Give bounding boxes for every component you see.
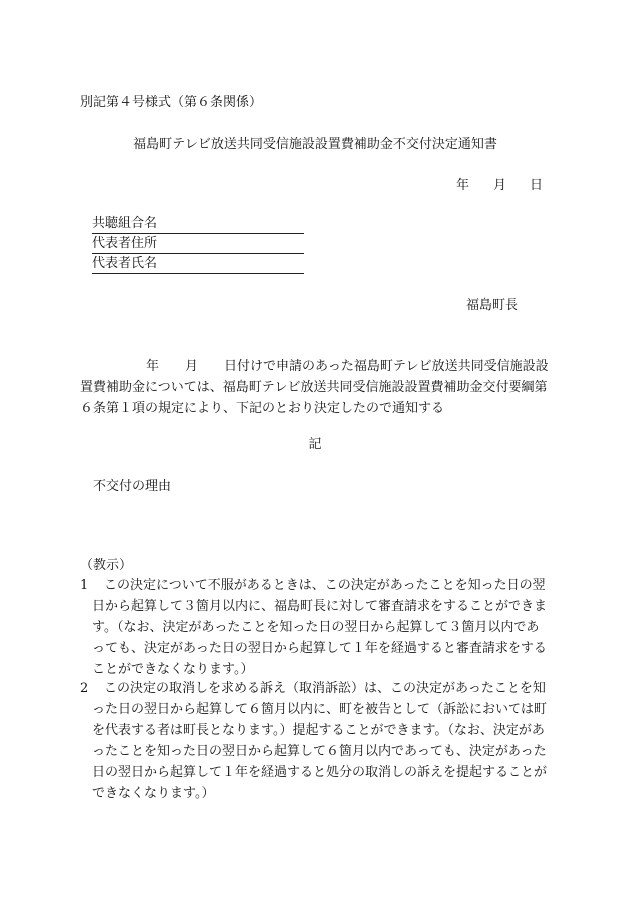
body-month: 月	[185, 359, 199, 374]
instruction-number: 2	[80, 681, 89, 696]
body-text: 日付けで申請のあった福島町テレビ放送共同受信施設設置費補助金については、福島町テレビ放送共同受信施設設置費補助金交付要綱第６条第１項の規定により、下記のとおり決定したので通知する	[80, 359, 549, 416]
instruction-item	[80, 678, 552, 804]
date-day: 日	[530, 178, 544, 193]
union-name-field: 共聴組合名	[92, 215, 304, 234]
date-month: 月	[493, 178, 507, 193]
body-paragraph	[80, 356, 550, 419]
body-year: 年	[146, 359, 160, 374]
ki-heading: 記	[308, 437, 322, 452]
issuer-mayor: 福島町長	[466, 298, 519, 313]
instruction-text: この決定について不服があるときは、この決定があったことを知った日の翌日から起算して３箇月以内に、福島町長に対して審査請求をすることができます。（なお、決定があったことを知った日の翌日から起算して３箇月以内であっても、決定があった日の翌日から起算して１年を経過すると審査請求をすることができなくなります。）	[92, 578, 548, 677]
date-year: 年	[456, 178, 470, 193]
instruction-item	[80, 575, 552, 680]
instruction-text: この決定の取消しを求める訴え（取消訴訟）は、この決定があったことを知った日の翌日から起算して６箇月以内に、町を被告として（訴訟においては町を代表する者は町長となります。）提起することができます。（なお、決定があったことを知った日の翌日から起算して６箇月以内であっても、決定があった日の翌日から起算して１年を経過すると処分の取消しの訴えを提起することができなくなります。）	[92, 681, 548, 801]
instruction-number: 1	[80, 578, 89, 593]
date-line	[456, 175, 543, 196]
reason-label: 不交付の理由	[93, 479, 172, 494]
instruction-heading: （教示）	[80, 558, 133, 573]
document-title: 福島町テレビ放送共同受信施設設置費補助金不交付決定通知書	[133, 137, 497, 152]
form-label: 別記第４号様式（第６条関係）	[80, 95, 263, 110]
representative-address-field: 代表者住所	[92, 235, 304, 254]
representative-name-field: 代表者氏名	[92, 255, 304, 274]
